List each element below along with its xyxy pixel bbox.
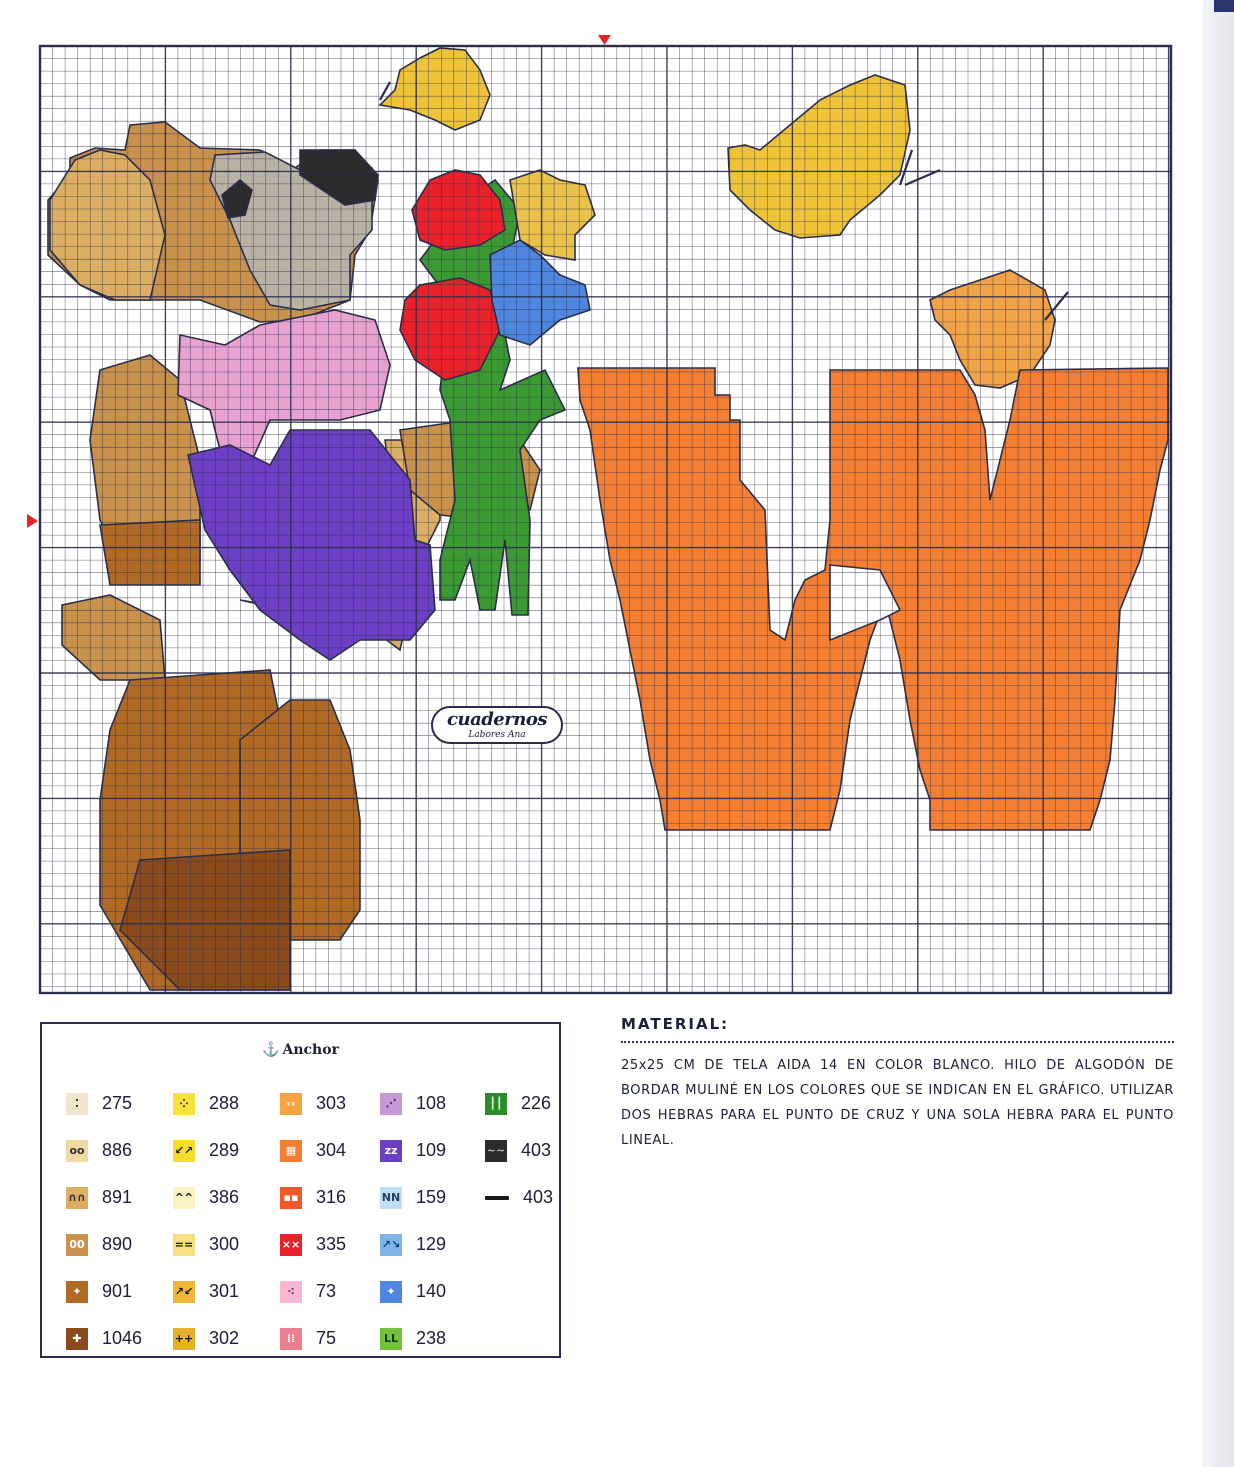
legend-swatch-icon: ✚ (66, 1328, 88, 1350)
legend-item (173, 1174, 280, 1221)
legend-swatch-icon: ~~ (485, 1140, 507, 1162)
legend-swatch-icon: oo (66, 1140, 88, 1162)
logo-title: cuadernos (447, 709, 547, 730)
legend-swatch-icon: ⁞⁞ (280, 1328, 302, 1350)
legend-item (380, 1268, 485, 1315)
legend-code: 75 (316, 1328, 337, 1348)
legend-item (280, 1315, 380, 1362)
legend-item (485, 1127, 585, 1174)
legend-swatch-icon: ▪▪ (280, 1187, 302, 1209)
dotted-divider (621, 1041, 1174, 1043)
legend-item (280, 1080, 380, 1127)
legend-code: 73 (316, 1281, 337, 1301)
legend-swatch-icon: ++ (173, 1328, 195, 1350)
legend-item (173, 1080, 280, 1127)
legend-item (66, 1221, 173, 1268)
legend-code: 109 (416, 1140, 447, 1160)
legend-code: 403 (521, 1140, 552, 1160)
legend-item (66, 1268, 173, 1315)
legend-swatch-icon: ⁖ (280, 1281, 302, 1303)
legend-swatch-icon: NN (380, 1187, 402, 1209)
legend-item (280, 1127, 380, 1174)
legend-item (485, 1080, 585, 1127)
legend-swatch-icon: ┃┃ (485, 1093, 507, 1115)
legend-item (380, 1174, 485, 1221)
legend-code: 316 (316, 1187, 347, 1207)
legend-code: 890 (102, 1234, 133, 1254)
legend-code: 301 (209, 1281, 240, 1301)
legend-item (173, 1221, 280, 1268)
legend-swatch-icon: ✦ (380, 1281, 402, 1303)
center-marker-top (598, 35, 611, 45)
legend-swatch-icon: 00 (66, 1234, 88, 1256)
anchor-icon: ⚓ (262, 1042, 280, 1058)
legend-item (485, 1174, 585, 1221)
legend-grid (66, 1080, 585, 1362)
legend-code: 129 (416, 1234, 447, 1254)
legend-item (280, 1174, 380, 1221)
legend-code: 304 (316, 1140, 347, 1160)
legend-item (380, 1080, 485, 1127)
legend-swatch-icon: ⁘ (173, 1093, 195, 1115)
legend-code: 159 (416, 1187, 447, 1207)
legend-code: 108 (416, 1093, 447, 1113)
legend-item (66, 1080, 173, 1127)
legend-code: 886 (102, 1140, 133, 1160)
legend-item (173, 1315, 280, 1362)
legend-item (280, 1268, 380, 1315)
legend-item (173, 1268, 280, 1315)
legend-code: 302 (209, 1328, 240, 1348)
legend-code: 403 (523, 1187, 554, 1207)
legend-swatch-icon: ×× (280, 1234, 302, 1256)
legend-item (66, 1315, 173, 1362)
legend-swatch-icon: LL (380, 1328, 402, 1350)
legend-code: 303 (316, 1093, 347, 1113)
legend-item (280, 1221, 380, 1268)
material-section (621, 1015, 1174, 1153)
legend-swatch-icon: ↗↘ (380, 1234, 402, 1256)
legend-code: 891 (102, 1187, 133, 1207)
legend-swatch-icon: ^^ (173, 1187, 195, 1209)
cuadernos-logo (431, 706, 563, 744)
brand-label: Anchor (282, 1042, 339, 1058)
legend-item (173, 1127, 280, 1174)
chart-fills (40, 46, 1171, 993)
legend-code: 289 (209, 1140, 240, 1160)
logo-subtitle: Labores Ana (468, 730, 526, 740)
material-text: 25x25 CM DE TELA AIDA 14 EN COLOR BLANCO. HILO DE ALGODÓN DE BORDAR MULINÉ EN LOS COLORES QUE SE INDICAN EN EL GRÁFICO. UTILIZAR DOS HEBRAS PARA EL PUNTO DE CRUZ Y UNA SOLA HEBRA PARA EL PUNTO LINEAL. (621, 1058, 1174, 1148)
legend-code: 300 (209, 1234, 240, 1254)
legend-swatch-icon: == (173, 1234, 195, 1256)
legend-swatch-icon: ⋰ (380, 1093, 402, 1115)
legend-swatch-icon (485, 1196, 509, 1200)
legend-item (380, 1221, 485, 1268)
legend-swatch-icon: ▦ (280, 1140, 302, 1162)
legend-swatch-icon: ↙↗ (173, 1140, 195, 1162)
legend-swatch-icon: ⁚ (66, 1093, 88, 1115)
legend-swatch-icon: ∩∩ (66, 1187, 88, 1209)
legend-swatch-icon: ‹‹ (280, 1093, 302, 1115)
legend-swatch-icon: zz (380, 1140, 402, 1162)
legend-code: 901 (102, 1281, 133, 1301)
center-marker-left (27, 514, 38, 528)
legend-code: 386 (209, 1187, 240, 1207)
legend-swatch-icon: ↗↙ (173, 1281, 195, 1303)
legend-code: 238 (416, 1328, 447, 1348)
legend-code: 335 (316, 1234, 347, 1254)
material-heading: MATERIAL: (621, 1015, 730, 1033)
thread-legend (40, 1022, 561, 1358)
legend-swatch-icon: ✦ (66, 1281, 88, 1303)
legend-code: 288 (209, 1093, 240, 1113)
legend-item (380, 1127, 485, 1174)
legend-item (66, 1127, 173, 1174)
legend-brand (42, 1042, 559, 1058)
legend-code: 140 (416, 1281, 447, 1301)
legend-code: 226 (521, 1093, 552, 1113)
legend-code: 275 (102, 1093, 133, 1113)
legend-item (66, 1174, 173, 1221)
legend-item (380, 1315, 485, 1362)
legend-code: 1046 (102, 1328, 143, 1348)
